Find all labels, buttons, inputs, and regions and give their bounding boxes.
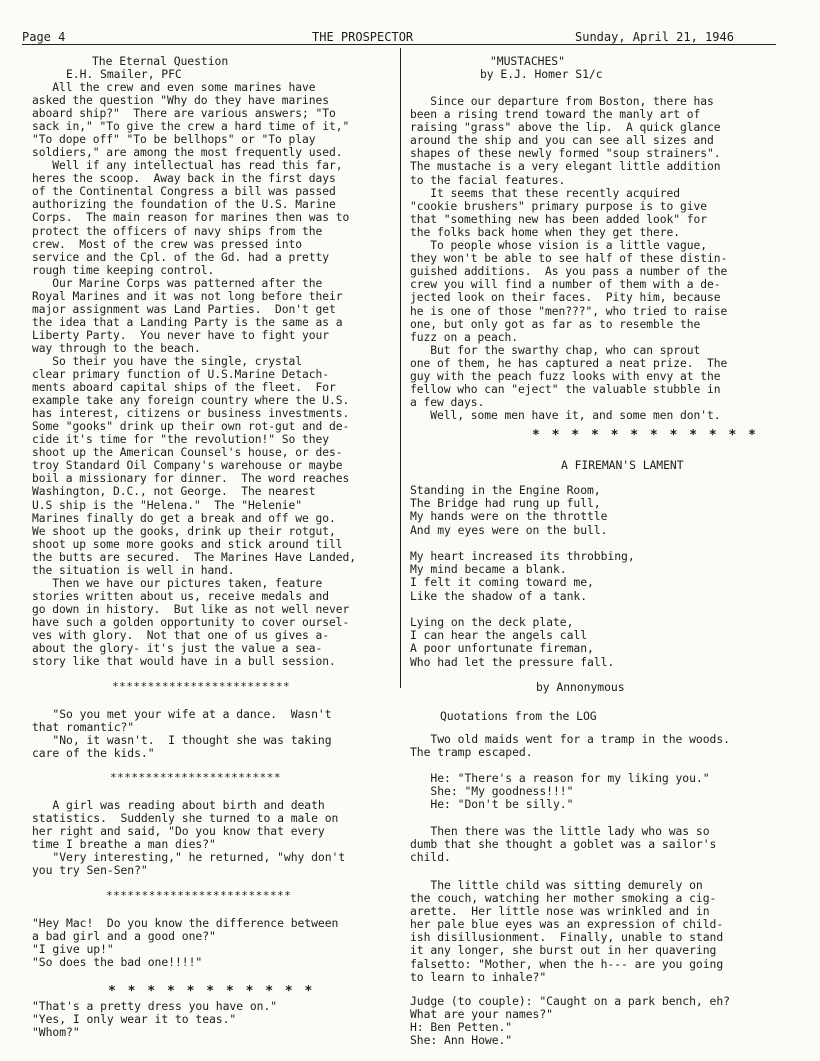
article-title-mustaches: "MUSTACHES" xyxy=(490,54,565,68)
article-body-mustaches: Since our departure from Boston, there has been a rising trend toward the manly art of raising "grass" above the lip. A quick glance around the ship and you can see all sizes and shapes of these newly formed "soup strainers". The mustache is a very elegant little addition to the facial features. It seems that these recently acquired "cookie brushers" primary purpose is to give that "something new has been added look" for the folks back home when they get there. To people whose vision is a little vague, they won't be able to see half of these distin- guished additions. As you pass a number of the crew you will find a number of them with a de- jected look on their faces. Pity him, because he is one of those "men???", who tried to raise one, but only got as far as to resemble the fuzz on a peach. But for the swarthy chap, who can sprout one of them, he has captured a neat prize. The guy with the peach fuzz looks with envy at the fellow who can "eject" the valuable stubble in a few days. Well, some men have it, and some men don't. xyxy=(410,95,728,423)
quote-judge: Judge (to couple): "Caught on a park bench, eh? What are your names?" H: Ben Petten." She: Ann Howe." xyxy=(410,994,730,1048)
header-rule xyxy=(22,44,776,45)
joke-bad-girl: "Hey Mac! Do you know the difference between a bad girl and a good one?" "I give up!" "So does the bad one!!!!" xyxy=(32,916,339,970)
issue-date: Sunday, April 21, 1946 xyxy=(575,30,734,44)
separator-stars: * * * * * * * * * * * xyxy=(108,984,315,999)
quote-little-child: The little child was sitting demurely on the couch, watching her mother smoking a cig- arette. Her little nose was wrinkled and in her pale blue eyes was an expression of child- ish disillusionment. Finally, unable to stand it any longer, she burst out in her quavering falsetto: "Mother, when the h--- are you going to learn to inhale?" xyxy=(410,878,724,984)
poem-byline: by Annonymous xyxy=(536,680,625,694)
page-number: Page 4 xyxy=(22,30,66,44)
quote-he-she: He: "There's a reason for my liking you." She: "My goodness!!!" He: "Don't be silly." xyxy=(430,771,710,812)
separator-stars: * * * * * * * * * * * * xyxy=(532,428,759,443)
joke-dance: "So you met your wife at a dance. Wasn't that romantic?" "No, it wasn't. I thought she was taking care of the kids." xyxy=(32,707,332,761)
joke-statistics: A girl was reading about birth and death statistics. Suddenly she turned to a male on her right and said, "Do you know that every time I breathe a man dies?" "Very interesting," he returned, "why don't you try Sen-Sen?" xyxy=(32,798,346,878)
quotations-title: Quotations from the LOG xyxy=(440,709,597,723)
poem-title: A FIREMAN'S LAMENT xyxy=(561,458,684,472)
quote-old-maids: Two old maids went for a tramp in the woods. The tramp escaped. xyxy=(410,732,730,760)
article-byline-mustaches: by E.J. Homer S1/c xyxy=(480,67,603,81)
article-byline-eternal-question: E.H. Smailer, PFC xyxy=(66,67,182,81)
separator-stars: ************************* xyxy=(112,680,291,693)
quote-goblet: Then there was the little lady who was so dumb that she thought a goblet was a sailor's child. xyxy=(410,824,717,865)
joke-pretty-dress: "That's a pretty dress you have on." "Yes, I only wear it to teas." "Whom?" xyxy=(32,999,278,1040)
article-title-eternal-question: The Eternal Question xyxy=(92,54,229,68)
separator-stars: ************************ xyxy=(110,771,281,784)
newspaper-name: THE PROSPECTOR xyxy=(312,30,414,44)
separator-stars: ************************** xyxy=(106,889,292,902)
poem-body: Standing in the Engine Room, The Bridge had rung up full, My hands were on the throttle And my eyes were on the bull. My heart increased its throbbing, My mind became a blank. I felt it coming toward me, Like the shadow of a tank. Lying on the deck plate, I can hear the angels call A poor unfortunate fireman, Who had let the pressure fall. xyxy=(410,483,635,669)
column-divider xyxy=(400,48,401,688)
article-body-eternal-question: All the crew and even some marines have asked the question "Why do they have marines aboard ship?" There are various answers; "To sack in," "To give the crew a hard time of it," "To dope off" "To be bellhops" or "To play soldiers," are among the most frequently used. Well if any intellectual has read this far, heres the scoop. Away back in the first days of the Continental Congress a bill was passed authorizing the foundation of the U.S. Marine Corps. The main reason for marines then was to protect the officers of navy ships from the crew. Most of the crew was pressed into service and the Cpl. of the Gd. had a pretty rough time keeping control. Our Marine Corps was patterned after the Royal Marines and it was not long before their major assignment was Land Parties. Don't get the idea that a Landing Party is the same as a Liberty Party. You never have to fight your way through to the beach. So their you have the single, crystal clear primary function of U.S.Marine Detach- ments aboard capital ships of the fleet. For example take any foreign country where the U.S. has interest, citizens or business investments. Some "gooks" drink up their own rot-gut and de- cide it's time for "the revolution!" So they shoot up the American Counsel's house, or des- troy Standard Oil Company's warehouse or maybe boil a missionary for dinner. The word reaches Washington, D.C., not George. The nearest U.S ship is the "Helena." The "Helenie" Marines finally do get a break and off we go. We shoot up the gooks, drink up their rotgut, shoot up some more gooks and stick around till the butts are secured. The Marines Have Landed, the situation is well in hand. Then we have our pictures taken, feature stories written about us, receive medals and go down in history. But like as not well never have such a golden opportunity to cover oursel- ves with glory. Not that one of us gives a- about the glory- it's just the value a sea- story like that would have in a bull session. xyxy=(32,81,357,669)
